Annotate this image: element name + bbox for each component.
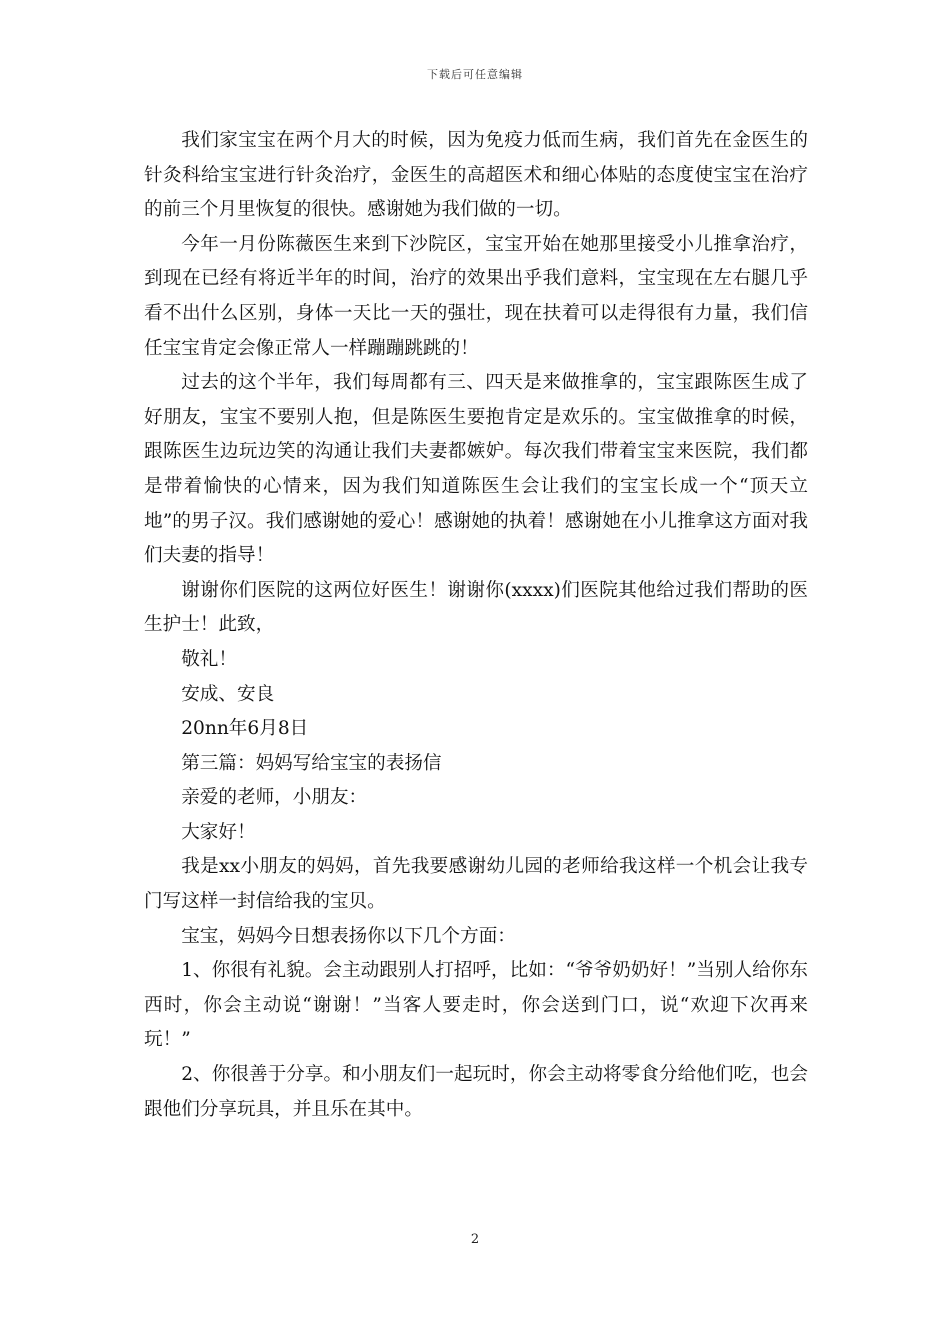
date-line: 20nn年6月8日 <box>181 718 309 740</box>
document-body <box>144 124 808 1127</box>
signature: 安成、安良 <box>181 683 275 705</box>
paragraph: 我是xx小朋友的妈妈，首先我要感谢幼儿园的老师给我这样一个机会让我专门写这样一封信给我的宝贝。 <box>144 856 808 913</box>
page-number: 2 <box>470 1232 480 1247</box>
page-header: 下载后可任意编辑 <box>427 68 523 81</box>
paragraph: 谢谢你们医院的这两位好医生！谢谢你(xxxx)们医院其他给过我们帮助的医生护士！此致， <box>144 579 808 636</box>
paragraph: 宝宝，妈妈今日想表扬你以下几个方面： <box>181 925 516 947</box>
list-item: 2、你很善于分享。和小朋友们一起玩时，你会主动将零食分给他们吃，也会跟他们分享玩具，并且乐在其中。 <box>144 1064 808 1120</box>
paragraph: 过去的这个半年，我们每周都有三、四天是来做推拿的，宝宝跟陈医生成了好朋友，宝宝不要别人抱，但是陈医生要抱肯定是欢乐的。宝宝做推拿的时候，跟陈医生边玩边笑的沟通让我们夫妻都嫉妒。每次我们带着宝宝来医院，我们都是带着愉快的心情来，因为我们知道陈医生会让我们的宝宝长成一个“顶天立地”的男子汉。我们感谢她的爱心！感谢她的执着！感谢她在小儿推拿这方面对我们夫妻的指导！ <box>144 372 808 567</box>
section-title: 第三篇：妈妈写给宝宝的表扬信 <box>181 752 442 774</box>
paragraph: 今年一月份陈薇医生来到下沙院区，宝宝开始在她那里接受小儿推拿治疗，到现在已经有将近半年的时间，治疗的效果出乎我们意料，宝宝现在左右腿几乎看不出什么区别，身体一天比一天的强壮，现在扶着可以走得很有力量，我们信任宝宝肯定会像正常人一样蹦蹦跳跳的！ <box>144 233 808 359</box>
paragraph: 我们家宝宝在两个月大的时候，因为免疫力低而生病，我们首先在金医生的针灸科给宝宝进行针灸治疗，金医生的高超医术和细心体贴的态度使宝宝在治疗的前三个月里恢复的很快。感谢她为我们做的一切。 <box>144 130 808 221</box>
greeting: 大家好！ <box>181 821 256 843</box>
list-item: 1、你很有礼貌。会主动跟别人打招呼，比如：“爷爷奶奶好！”当别人给你东西时，你会主动说“谢谢！”当客人要走时，你会送到门口，说“欢迎下次再来玩！” <box>144 960 808 1051</box>
greeting: 亲爱的老师，小朋友： <box>181 787 368 809</box>
closing-salutation: 敬礼！ <box>181 648 237 670</box>
